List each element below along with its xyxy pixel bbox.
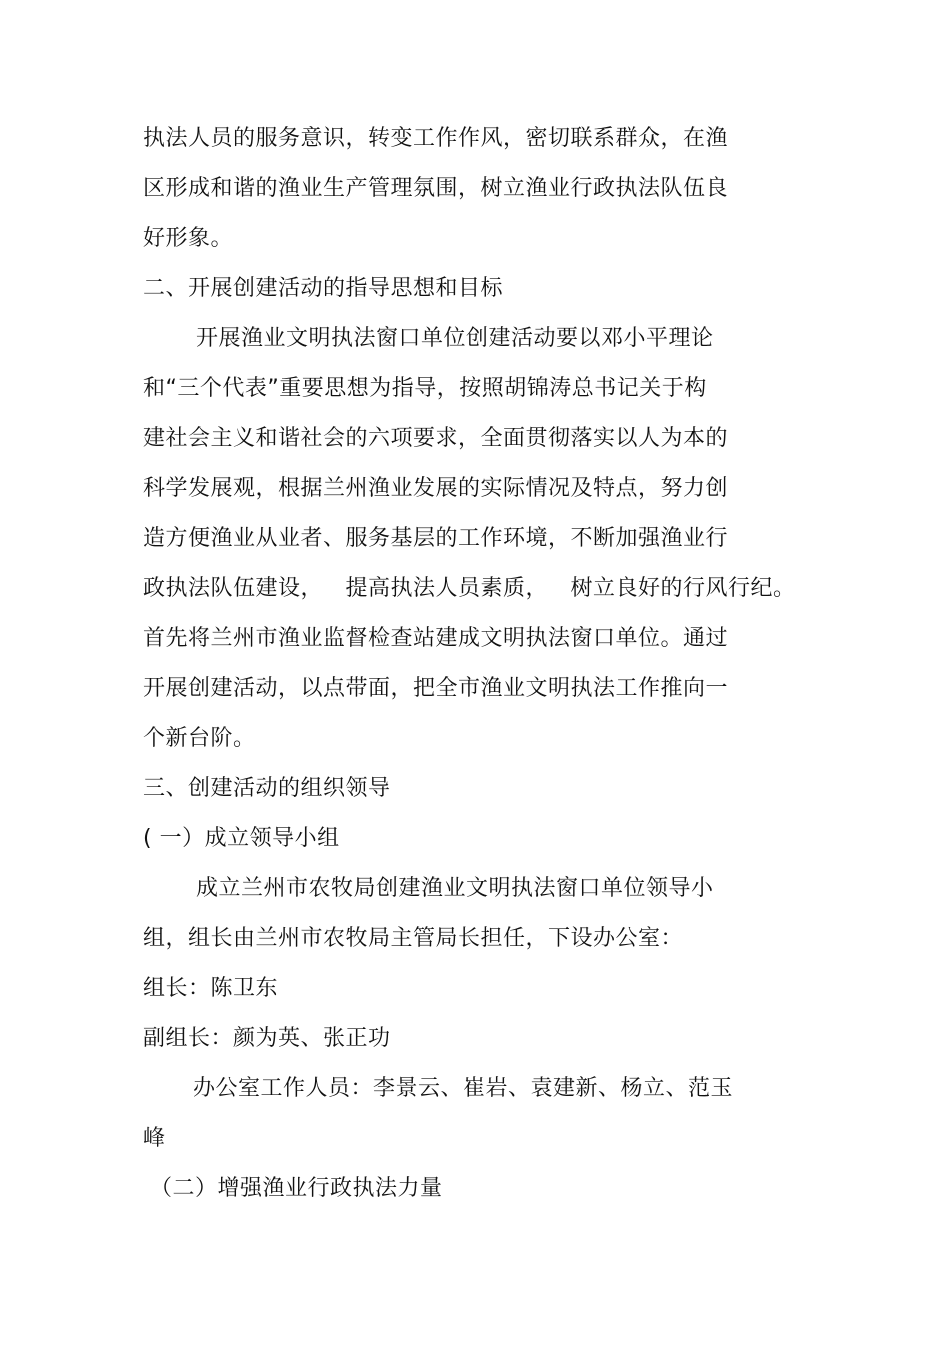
body-text-line: 建社会主义和谐社会的六项要求，全面贯彻落实以人为本的 [143, 426, 729, 451]
body-text-line: 峰 [143, 1126, 166, 1151]
body-text-line: 办公室工作人员：李景云、崔岩、袁建新、杨立、范玉 [193, 1076, 734, 1101]
body-text-line: 政执法队伍建设， 提高执法人员素质， 树立良好的行风行纪。 [143, 576, 796, 601]
body-text-line: 副组长：颜为英、张正功 [143, 1026, 391, 1051]
body-text-line: 好形象。 [143, 226, 234, 251]
body-text-line: 科学发展观，根据兰州渔业发展的实际情况及特点，努力创 [143, 476, 729, 501]
body-text-line: 区形成和谐的渔业生产管理氛围，树立渔业行政执法队伍良 [143, 176, 729, 201]
body-text-line: 个新台阶。 [143, 726, 256, 751]
body-text-line: 执法人员的服务意识，转变工作作风，密切联系群众，在渔 [143, 126, 729, 151]
body-text-line: 组长：陈卫东 [143, 976, 279, 1001]
body-text-line: 组，组长由兰州市农牧局主管局长担任，下设办公室： [143, 926, 684, 951]
body-text-line: 和“三个代表”重要思想为指导，按照胡锦涛总书记关于构 [143, 376, 707, 401]
subsection-heading: ( 一）成立领导小组 [143, 826, 340, 851]
subsection-heading: （二）增强渔业行政执法力量 [150, 1176, 443, 1201]
body-text-line: 造方便渔业从业者、服务基层的工作环境，不断加强渔业行 [143, 526, 729, 551]
body-text-line: 开展渔业文明执法窗口单位创建活动要以邓小平理论 [196, 326, 714, 351]
body-text-line: 开展创建活动，以点带面，把全市渔业文明执法工作推向一 [143, 676, 729, 701]
body-text-line: 成立兰州市农牧局创建渔业文明执法窗口单位领导小 [196, 876, 714, 901]
section-heading: 二、开展创建活动的指导思想和目标 [143, 276, 504, 301]
body-text-line: 首先将兰州市渔业监督检查站建成文明执法窗口单位。通过 [143, 626, 729, 651]
section-heading: 三、创建活动的组织领导 [143, 776, 391, 801]
